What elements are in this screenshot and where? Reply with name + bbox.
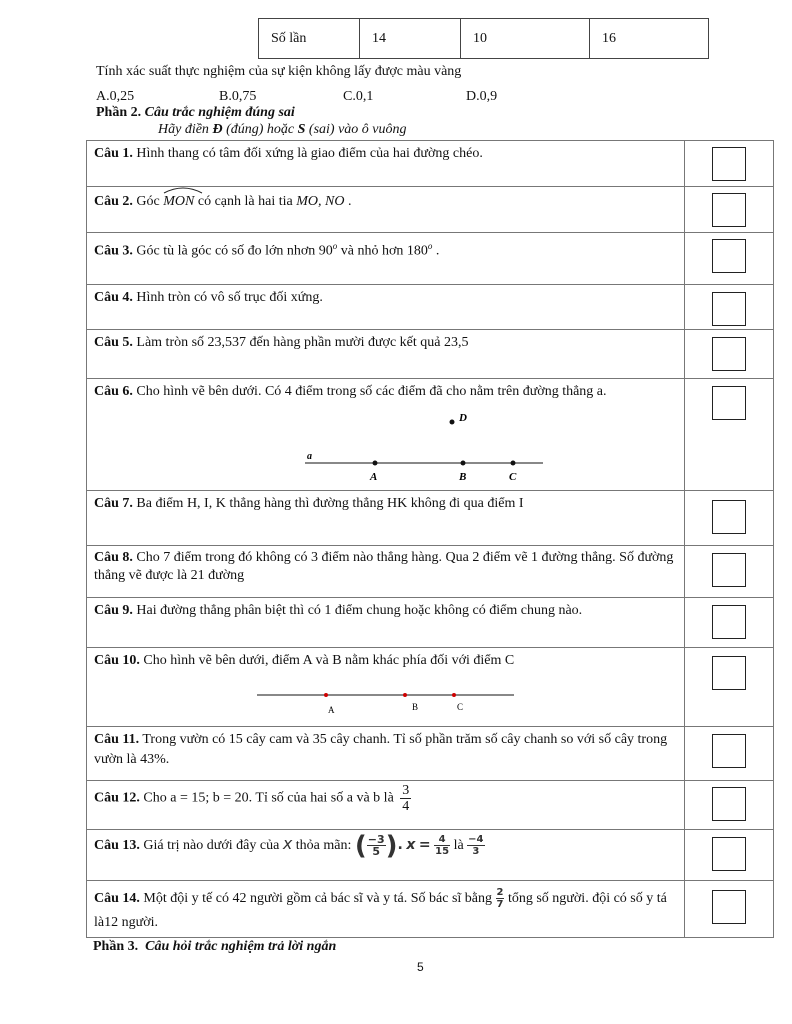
point-d [450, 420, 455, 425]
line-figure [87, 379, 684, 492]
answer-checkbox[interactable] [712, 605, 746, 639]
answer-checkbox[interactable] [712, 787, 746, 821]
fraction: $\frac{4}{15}$ [435, 834, 450, 858]
question-row [86, 232, 774, 285]
question-text: Câu 11. Trong vườn có 15 cây cam và 35 cây chanh. Tỉ số phần trăm số cây chanh so với số cây trong vườn là 43%. [94, 732, 668, 767]
option-b: B.0,75 [219, 89, 257, 104]
question-row [86, 284, 774, 330]
question-text: Câu 12. Cho a = 15; b = 20. Tỉ số của hai số a và b là $\frac{3}{4}$ [94, 783, 410, 814]
label-c: C [457, 702, 464, 712]
fraction: $\frac{2}{7}$ [496, 887, 504, 911]
question-text: Câu 10. Cho hình vẽ bên dưới, điểm A và B nằm khác phía đối với điểm C [94, 653, 515, 668]
line-figure [87, 648, 684, 728]
table-row [259, 19, 709, 59]
question-row [86, 490, 774, 546]
question-text: Câu 14. Một đội y tế có 42 người gồm cả bác sĩ và y tá. Số bác sĩ bằng $\frac{2}{7}$ tổng số người. đội có số y tá là12 người. [94, 887, 667, 930]
option-c: C.0,1 [343, 89, 374, 104]
question-text: Câu 7. Ba điểm H, I, K thẳng hàng thì đường thẳng HK không đi qua điểm I [94, 496, 524, 511]
label-line-a: a [307, 451, 312, 462]
question-text: Câu 4. Hình tròn có vô số trục đối xứng. [94, 290, 323, 305]
part2-heading: Câu trắc nghiệm đúng sai [144, 105, 295, 120]
fraction: $\frac{-3}{5}$ [367, 833, 385, 859]
label-b: B [412, 702, 419, 712]
label-c: C [509, 471, 517, 483]
answer-checkbox[interactable] [712, 193, 746, 227]
question-text: Câu 2. Góc MON có cạnh là hai tia MO, NO . [94, 192, 679, 212]
answer-checkbox[interactable] [712, 656, 746, 690]
option-a: A.0,25 [96, 89, 135, 104]
question-row [86, 186, 774, 233]
label-b: B [459, 471, 467, 483]
question-row [86, 780, 774, 830]
arc-icon [163, 186, 203, 194]
answer-checkbox[interactable] [712, 734, 746, 768]
question-row [86, 329, 774, 379]
answer-checkbox[interactable] [712, 890, 746, 924]
table-cell: 10 [461, 19, 590, 59]
frequency-table [258, 18, 709, 59]
page-number: 5 [417, 960, 424, 974]
point-c [511, 461, 516, 466]
label-a: A [370, 471, 378, 483]
question-text: Câu 1. Hình thang có tâm đối xứng là giao điểm của hai đường chéo. [94, 146, 483, 161]
table-cell: 16 [590, 19, 709, 59]
option-d: D.0,9 [466, 89, 498, 104]
angle-mon: MON [163, 192, 194, 212]
part3-title: Phần 3. Câu hỏi trắc nghiệm trả lời ngắn [93, 939, 337, 954]
question-text: Câu 6. Cho hình vẽ bên dưới. Có 4 điểm trong số các điểm đã cho nằm trên đường thẳng a. [94, 384, 607, 399]
question-row [86, 647, 774, 727]
answer-checkbox[interactable] [712, 386, 746, 420]
question-row [86, 726, 774, 781]
question-row [86, 597, 774, 648]
question-row [86, 880, 774, 938]
question-text: Câu 8. Cho 7 điểm trong đó không có 3 điểm nào thẳng hàng. Qua 2 điểm vẽ 1 đường thẳng. Số đường thẳng vẽ được là 21 đường [94, 550, 674, 583]
table-label-cell: Số lần [259, 19, 360, 59]
question-row [86, 829, 774, 881]
question-text: Câu 13. Giá trị nào dưới đây của x thỏa mãn: ( $\frac{-3}{5}$ ). x = $\frac{4}{15}$ là $\frac{-4}{3}$ [94, 830, 484, 861]
part2-label: Phần 2. [96, 105, 142, 120]
question-row [86, 140, 774, 187]
point-b [461, 461, 466, 466]
point-a [373, 461, 378, 466]
part2-title [96, 105, 295, 121]
label-a: A [328, 705, 335, 715]
fraction: $\frac{-4}{3}$ [468, 834, 484, 858]
question-row [86, 545, 774, 598]
answer-checkbox[interactable] [712, 553, 746, 587]
answer-checkbox[interactable] [712, 837, 746, 871]
question-prompt: Tính xác suất thực nghiệm của sự kiện không lấy được màu vàng [96, 64, 462, 79]
point-c [452, 693, 456, 697]
answer-checkbox[interactable] [712, 500, 746, 534]
answer-checkbox[interactable] [712, 239, 746, 273]
table-cell: 14 [360, 19, 461, 59]
question-row [86, 378, 774, 491]
fraction: $\frac{3}{4}$ [402, 783, 410, 814]
answer-checkbox[interactable] [712, 292, 746, 326]
question-text: Câu 5. Làm tròn số 23,537 đến hàng phần mười được kết quả 23,5 [94, 335, 469, 350]
part2-instruction: Hãy điền Đ (đúng) hoặc S (sai) vào ô vuông [158, 122, 407, 137]
answer-checkbox[interactable] [712, 337, 746, 371]
point-a [324, 693, 328, 697]
answer-checkbox[interactable] [712, 147, 746, 181]
label-d: D [459, 412, 467, 424]
point-b [403, 693, 407, 697]
question-text: Câu 3. Góc tù là góc có số đo lớn nhơn 90$^o$ và nhỏ hơn 180$^o$ . [94, 241, 440, 259]
question-text: Câu 9. Hai đường thẳng phân biệt thì có 1 điểm chung hoặc không có điểm chung nào. [94, 603, 583, 618]
